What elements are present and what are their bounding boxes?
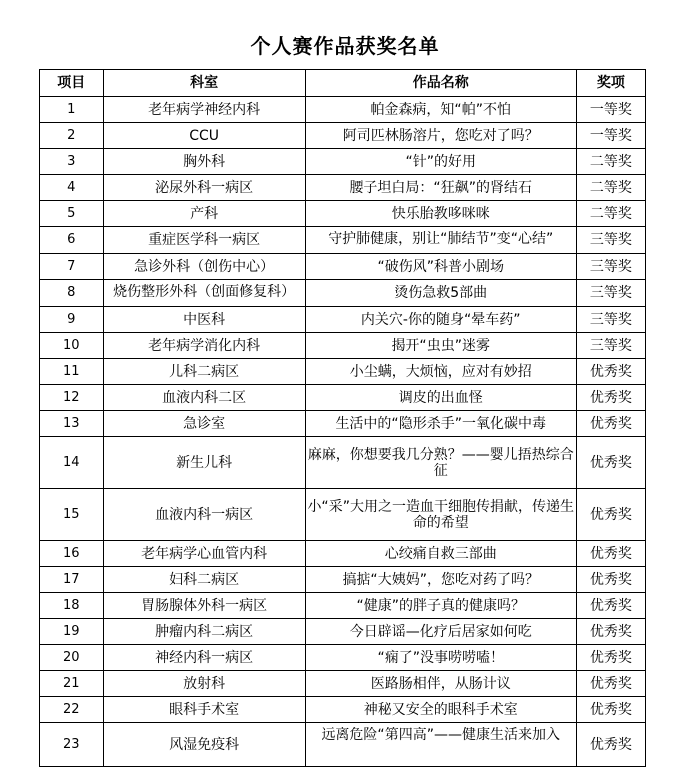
- row-department: 肿瘤内科二病区: [103, 619, 305, 645]
- table-row: [40, 254, 646, 280]
- row-work-title: 医路肠相伴，从肠计议: [305, 671, 576, 697]
- row-department: 血液内科二区: [103, 385, 305, 411]
- row-award: 优秀奖: [576, 489, 645, 541]
- row-number: 13: [40, 411, 104, 437]
- row-number: 18: [40, 593, 104, 619]
- table-row: [40, 619, 646, 645]
- header-no: 项目: [40, 70, 104, 97]
- awards-table: [39, 69, 646, 767]
- table-row: [40, 97, 646, 123]
- row-number: 10: [40, 333, 104, 359]
- row-number: 23: [40, 723, 104, 767]
- row-department: 产科: [103, 201, 305, 227]
- header-dept: 科室: [103, 70, 305, 97]
- row-work-title: 心绞痛自救三部曲: [305, 541, 576, 567]
- row-work-title: 调皮的出血怪: [305, 385, 576, 411]
- row-award: 优秀奖: [576, 385, 645, 411]
- row-award: 优秀奖: [576, 697, 645, 723]
- row-work-title: 烫伤急救5部曲: [305, 280, 576, 307]
- row-award: 二等奖: [576, 149, 645, 175]
- row-award: 三等奖: [576, 280, 645, 307]
- table-row: [40, 307, 646, 333]
- table-row: [40, 671, 646, 697]
- row-work-title: 今日辟谣—化疗后居家如何吃: [305, 619, 576, 645]
- row-work-title: “痫了”没事唠唠嗑！: [305, 645, 576, 671]
- table-row: [40, 541, 646, 567]
- table-body: [40, 97, 646, 767]
- row-award: 优秀奖: [576, 437, 645, 489]
- row-number: 21: [40, 671, 104, 697]
- row-work-title: 守护肺健康，别让“肺结节”变“心结”: [305, 227, 576, 254]
- row-award: 三等奖: [576, 254, 645, 280]
- row-department: 妇科二病区: [103, 567, 305, 593]
- row-department: 血液内科一病区: [103, 489, 305, 541]
- row-work-title: 腰子坦白局：“狂飙”的肾结石: [305, 175, 576, 201]
- row-award: 优秀奖: [576, 567, 645, 593]
- row-number: 7: [40, 254, 104, 280]
- row-department: CCU: [103, 123, 305, 149]
- table-row: [40, 280, 646, 307]
- row-work-title: 揭开“虫虫”迷雾: [305, 333, 576, 359]
- row-work-title: “破伤风”科普小剧场: [305, 254, 576, 280]
- row-number: 17: [40, 567, 104, 593]
- table-row: [40, 201, 646, 227]
- row-department: 老年病学神经内科: [103, 97, 305, 123]
- row-work-title: 搞掂“大姨妈”，您吃对药了吗？: [305, 567, 576, 593]
- row-award: 优秀奖: [576, 671, 645, 697]
- row-work-title: “健康”的胖子真的健康吗？: [305, 593, 576, 619]
- row-award: 一等奖: [576, 97, 645, 123]
- row-number: 11: [40, 359, 104, 385]
- row-work-title: 神秘又安全的眼科手术室: [305, 697, 576, 723]
- table-row: [40, 123, 646, 149]
- row-number: 1: [40, 97, 104, 123]
- row-award: 三等奖: [576, 333, 645, 359]
- row-work-title: 帕金森病，知“帕”不怕: [305, 97, 576, 123]
- row-department: 眼科手术室: [103, 697, 305, 723]
- row-number: 8: [40, 280, 104, 307]
- row-department: 胸外科: [103, 149, 305, 175]
- table-row: [40, 489, 646, 541]
- row-department: 风湿免疫科: [103, 723, 305, 767]
- row-department: 烧伤整形外科（创面修复科）: [103, 280, 305, 307]
- table-row: [40, 385, 646, 411]
- table-row: [40, 593, 646, 619]
- row-department: 中医科: [103, 307, 305, 333]
- table-row: [40, 175, 646, 201]
- row-award: 三等奖: [576, 307, 645, 333]
- row-number: 14: [40, 437, 104, 489]
- row-work-title: 小“采”大用之一造血干细胞传捐献，传递生命的希望: [305, 489, 576, 541]
- row-number: 4: [40, 175, 104, 201]
- row-number: 9: [40, 307, 104, 333]
- row-department: 儿科二病区: [103, 359, 305, 385]
- row-number: 16: [40, 541, 104, 567]
- row-number: 20: [40, 645, 104, 671]
- row-number: 22: [40, 697, 104, 723]
- row-award: 优秀奖: [576, 593, 645, 619]
- row-number: 12: [40, 385, 104, 411]
- row-work-title: 远离危险“第四高”——健康生活来加入: [305, 723, 576, 767]
- table-row: [40, 149, 646, 175]
- row-department: 老年病学心血管内科: [103, 541, 305, 567]
- row-work-title: 生活中的“隐形杀手”一氧化碳中毒: [305, 411, 576, 437]
- header-work: 作品名称: [305, 70, 576, 97]
- row-number: 5: [40, 201, 104, 227]
- row-award: 二等奖: [576, 201, 645, 227]
- table-row: [40, 567, 646, 593]
- row-award: 三等奖: [576, 227, 645, 254]
- row-number: 6: [40, 227, 104, 254]
- row-number: 15: [40, 489, 104, 541]
- row-number: 2: [40, 123, 104, 149]
- row-award: 优秀奖: [576, 645, 645, 671]
- table-header-row: [40, 70, 646, 97]
- row-work-title: 阿司匹林肠溶片，您吃对了吗？: [305, 123, 576, 149]
- row-department: 新生儿科: [103, 437, 305, 489]
- row-award: 优秀奖: [576, 619, 645, 645]
- row-department: 放射科: [103, 671, 305, 697]
- row-department: 神经内科一病区: [103, 645, 305, 671]
- table-row: [40, 697, 646, 723]
- row-work-title: 快乐胎教哆咪咪: [305, 201, 576, 227]
- row-award: 优秀奖: [576, 411, 645, 437]
- row-award: 优秀奖: [576, 723, 645, 767]
- row-award: 优秀奖: [576, 359, 645, 385]
- table-row: [40, 411, 646, 437]
- row-work-title: 内关穴-你的随身“晕车药”: [305, 307, 576, 333]
- table-row: [40, 333, 646, 359]
- row-department: 重症医学科一病区: [103, 227, 305, 254]
- row-department: 老年病学消化内科: [103, 333, 305, 359]
- page-title: 个人赛作品获奖名单: [250, 34, 440, 58]
- row-number: 19: [40, 619, 104, 645]
- row-number: 3: [40, 149, 104, 175]
- row-work-title: 麻麻，你想要我几分熟？——婴儿捂热综合征: [305, 437, 576, 489]
- table-row: [40, 437, 646, 489]
- table-row: [40, 723, 646, 767]
- row-work-title: “针”的好用: [305, 149, 576, 175]
- row-award: 二等奖: [576, 175, 645, 201]
- row-award: 优秀奖: [576, 541, 645, 567]
- table-row: [40, 359, 646, 385]
- table-row: [40, 645, 646, 671]
- header-award: 奖项: [576, 70, 645, 97]
- table-row: [40, 227, 646, 254]
- row-department: 胃肠腺体外科一病区: [103, 593, 305, 619]
- row-department: 泌尿外科一病区: [103, 175, 305, 201]
- row-award: 一等奖: [576, 123, 645, 149]
- row-department: 急诊室: [103, 411, 305, 437]
- row-work-title: 小尘螨，大烦恼，应对有妙招: [305, 359, 576, 385]
- row-department: 急诊外科（创伤中心）: [103, 254, 305, 280]
